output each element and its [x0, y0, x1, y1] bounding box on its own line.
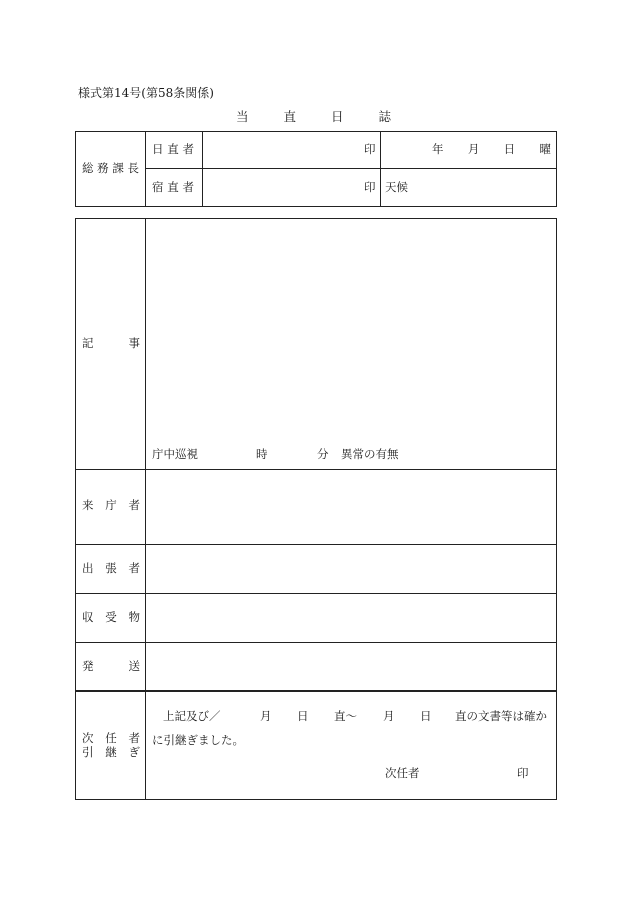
header-table — [75, 131, 557, 207]
handover-text-suffix: 直の文書等は確か — [455, 709, 547, 723]
divider — [145, 218, 146, 800]
divider — [75, 593, 557, 594]
title-char: 直 — [283, 109, 296, 124]
divider — [75, 642, 557, 643]
patrol-status: 異常の有無 — [341, 447, 399, 461]
received-label: 収 受 物 — [82, 610, 140, 624]
successor-label: 次任者 — [385, 766, 420, 780]
form-number: 様式第14号(第58条関係) — [78, 86, 214, 100]
title-char: 当 — [236, 109, 249, 124]
day-duty-label: 日 直 者 — [152, 142, 194, 156]
divider — [75, 690, 557, 692]
successor-seal: 印 — [517, 766, 529, 780]
title-char: 日 — [330, 109, 344, 124]
night-duty-seal: 印 — [364, 180, 376, 194]
divider — [145, 168, 557, 169]
night-duty-label: 宿 直 者 — [152, 180, 194, 194]
date-fields: 年 月 日 曜 — [432, 142, 551, 156]
weather-label: 天候 — [385, 180, 408, 194]
handover-day2: 日 — [420, 709, 432, 723]
title-char: 誌 — [378, 109, 391, 124]
handover-month2: 月 — [383, 709, 395, 723]
handover-text-prefix: 上記及び／ — [163, 709, 221, 723]
divider — [75, 544, 557, 545]
divider — [202, 131, 203, 207]
business-trip-label: 出 張 者 — [82, 561, 140, 575]
divider — [145, 131, 146, 207]
handover-label-line2: 引 継 ぎ — [82, 745, 140, 759]
divider — [380, 131, 381, 207]
visitors-label: 来 庁 者 — [82, 498, 140, 512]
page-title — [236, 111, 391, 124]
handover-duty1: 直〜 — [334, 709, 357, 723]
divider — [75, 469, 557, 470]
day-duty-seal: 印 — [364, 142, 376, 156]
patrol-label: 庁中巡視 — [152, 447, 198, 461]
section-chief-label: 総 務 課 長 — [82, 161, 139, 175]
notes-label: 記 事 — [82, 336, 140, 350]
handover-day1: 日 — [297, 709, 309, 723]
patrol-minute: 分 — [317, 447, 329, 461]
handover-text-line2: に引継ぎました。 — [152, 733, 244, 747]
handover-month1: 月 — [260, 709, 272, 723]
patrol-hour: 時 — [256, 447, 268, 461]
handover-label-line1: 次 任 者 — [82, 731, 140, 745]
sent-label: 発 送 — [82, 659, 140, 673]
